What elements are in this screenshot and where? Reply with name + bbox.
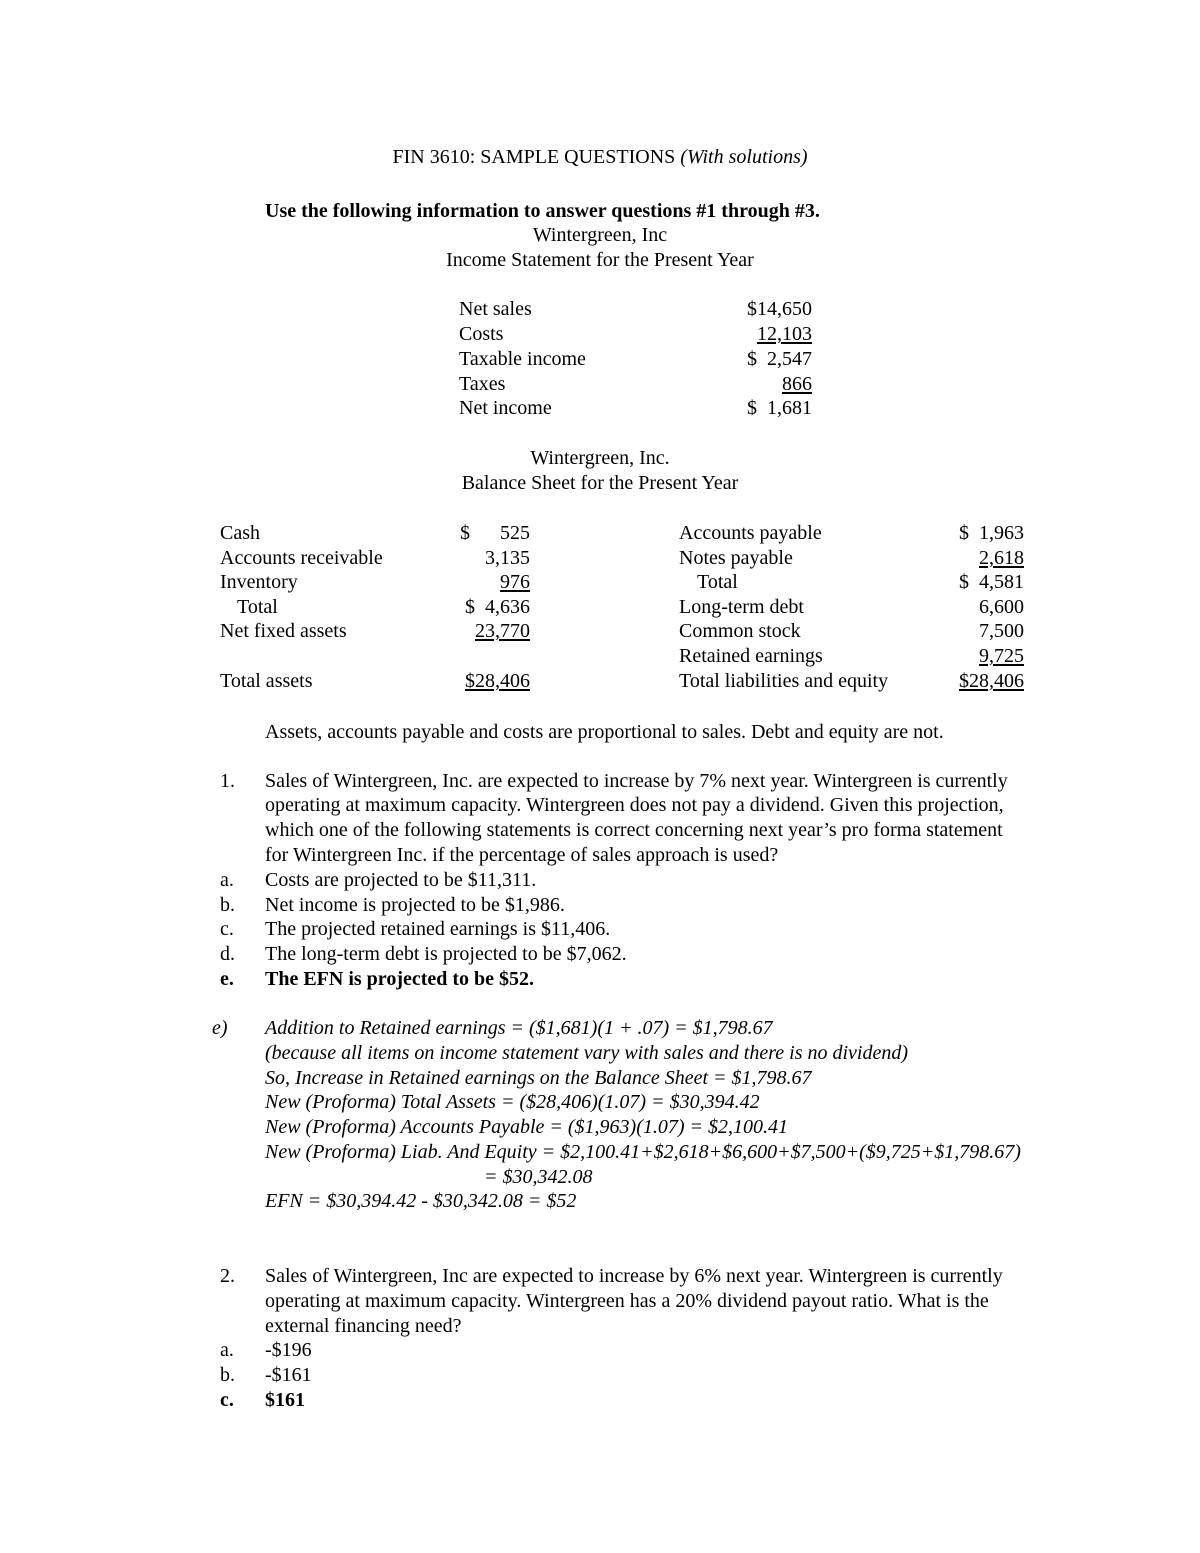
asset-label: Inventory — [220, 571, 298, 593]
option-text: Net income is projected to be $1,986. — [265, 894, 565, 916]
option-letter: b. — [220, 1364, 235, 1386]
liability-value: 9,725 — [979, 645, 1024, 667]
asset-value: $ 4,636 — [465, 596, 530, 618]
question-text-line: operating at maximum capacity. Wintergreen has a 20% dividend payout ratio. What is the — [265, 1290, 989, 1312]
correct-option-letter: c. — [220, 1389, 234, 1411]
page-title — [0, 145, 1200, 169]
asset-value: 23,770 — [475, 620, 530, 642]
option-text: The long-term debt is projected to be $7,062. — [265, 943, 627, 965]
solution-line: (because all items on income statement vary with sales and there is no dividend) — [265, 1042, 909, 1064]
income-label: Taxable income — [459, 348, 586, 370]
liability-value: $ 4,581 — [959, 571, 1024, 593]
liability-label: Notes payable — [679, 547, 793, 569]
liability-value: $28,406 — [959, 670, 1024, 692]
liability-label: Total — [697, 571, 738, 593]
asset-value: $ 525 — [460, 522, 530, 544]
balance-heading: Balance Sheet for the Present Year — [461, 472, 739, 494]
question-text-line: which one of the following statements is correct concerning next year’s pro forma statement — [265, 819, 1003, 841]
liability-label: Common stock — [679, 620, 801, 642]
solution-line: New (Proforma) Total Assets = ($28,406)(1.07) = $30,394.42 — [265, 1091, 760, 1113]
instruction: Use the following information to answer questions #1 through #3. — [265, 200, 820, 222]
solution-line: New (Proforma) Liab. And Equity = $2,100.41+$2,618+$6,600+$7,500+($9,725+$1,798.67) — [265, 1141, 1021, 1163]
solution-line: = $30,342.08 — [484, 1166, 593, 1188]
asset-label: Total assets — [220, 670, 313, 692]
question-text-line: for Wintergreen Inc. if the percentage of sales approach is used? — [265, 844, 779, 866]
income-value: $ 1,681 — [747, 397, 812, 419]
question-number: 2. — [220, 1265, 235, 1287]
asset-value: 3,135 — [485, 547, 530, 569]
income-value: 866 — [782, 373, 812, 395]
income-label: Costs — [459, 323, 504, 345]
solution-line: So, Increase in Retained earnings on the Balance Sheet = $1,798.67 — [265, 1067, 812, 1089]
income-company: Wintergreen, Inc — [532, 224, 668, 246]
income-label: Taxes — [459, 373, 506, 395]
question-text-line: external financing need? — [265, 1315, 462, 1337]
liability-value: 6,600 — [979, 596, 1024, 618]
income-label: Net income — [459, 397, 552, 419]
title-main: FIN 3610: SAMPLE QUESTIONS — [392, 146, 681, 168]
asset-value: $28,406 — [465, 670, 530, 692]
option-text: The projected retained earnings is $11,406. — [265, 918, 611, 940]
correct-option-text: $161 — [265, 1389, 305, 1411]
correct-option-text: The EFN is projected to be $52. — [265, 968, 535, 990]
liability-label: Accounts payable — [679, 522, 822, 544]
option-letter: d. — [220, 943, 235, 965]
liability-value: $ 1,963 — [959, 522, 1024, 544]
solution-line: Addition to Retained earnings = ($1,681)(1 + .07) = $1,798.67 — [265, 1017, 773, 1039]
question-number: 1. — [220, 770, 235, 792]
option-letter: a. — [220, 1339, 234, 1361]
solution-line: EFN = $30,394.42 - $30,342.08 = $52 — [265, 1190, 577, 1212]
asset-label: Total — [237, 596, 278, 618]
asset-label: Cash — [220, 522, 260, 544]
solution-line: New (Proforma) Accounts Payable = ($1,963)(1.07) = $2,100.41 — [265, 1116, 789, 1138]
option-text: -$161 — [265, 1364, 312, 1386]
correct-option-letter: e. — [220, 968, 234, 990]
liability-label: Total liabilities and equity — [679, 670, 889, 692]
income-label: Net sales — [459, 298, 532, 320]
liability-label: Retained earnings — [679, 645, 823, 667]
liability-label: Long-term debt — [679, 596, 804, 618]
liability-value: 2,618 — [979, 547, 1024, 569]
option-letter: c. — [220, 918, 234, 940]
title-subtitle: (With solutions) — [680, 146, 808, 168]
income-value: $14,650 — [747, 298, 812, 320]
asset-value: 976 — [500, 571, 530, 593]
asset-label: Net fixed assets — [220, 620, 347, 642]
option-text: -$196 — [265, 1339, 312, 1361]
option-letter: a. — [220, 869, 234, 891]
question-text-line: Sales of Wintergreen, Inc. are expected to increase by 7% next year. Wintergreen is currently — [265, 770, 1008, 792]
income-value: 12,103 — [757, 323, 812, 345]
balance-company: Wintergreen, Inc. — [530, 447, 670, 469]
assumption-text: Assets, accounts payable and costs are proportional to sales. Debt and equity are not. — [265, 721, 944, 743]
income-value: $ 2,547 — [747, 348, 812, 370]
question-text-line: Sales of Wintergreen, Inc are expected to increase by 6% next year. Wintergreen is currently — [265, 1265, 1003, 1287]
solution-label: e) — [212, 1017, 228, 1039]
income-heading: Income Statement for the Present Year — [446, 249, 754, 271]
question-text-line: operating at maximum capacity. Wintergreen does not pay a dividend. Given this projection, — [265, 794, 1004, 816]
option-text: Costs are projected to be $11,311. — [265, 869, 537, 891]
option-letter: b. — [220, 894, 235, 916]
liability-value: 7,500 — [979, 620, 1024, 642]
asset-label: Accounts receivable — [220, 547, 383, 569]
